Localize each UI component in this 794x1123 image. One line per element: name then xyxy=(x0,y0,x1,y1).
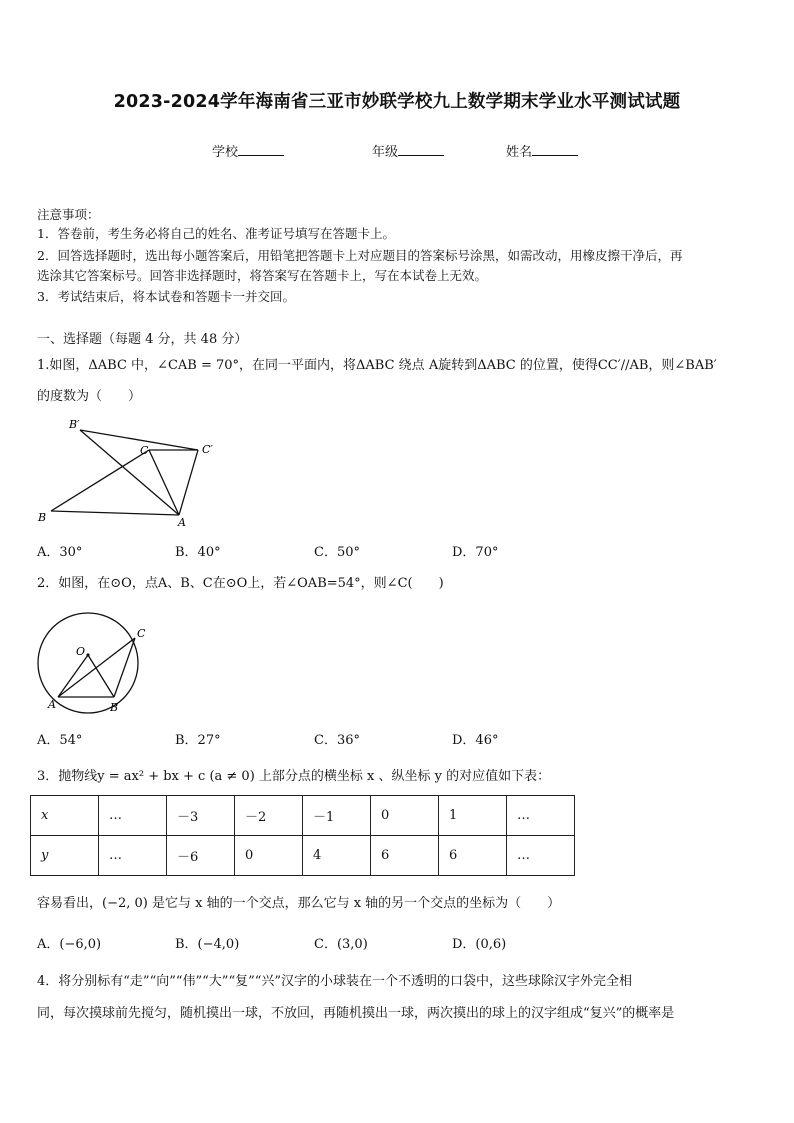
school-field xyxy=(212,141,284,160)
q1-label-a: A xyxy=(178,516,186,529)
q2-label-a: A xyxy=(48,698,56,711)
school-blank[interactable] xyxy=(238,142,284,156)
notes-heading: 注意事项： xyxy=(37,207,100,222)
q3-x-cell: … xyxy=(99,796,167,836)
q1-label-b-prime: B′ xyxy=(69,418,80,431)
q3-option-d[interactable]: D．(0,6) xyxy=(452,937,507,952)
q2-option-a[interactable]: A．54° xyxy=(37,733,83,748)
q3-x-cell: －1 xyxy=(303,796,371,836)
q1-option-d[interactable]: D．70° xyxy=(452,545,499,560)
q1-segment-bprime-a xyxy=(80,430,179,515)
q3-x-cell: 0 xyxy=(371,796,439,836)
table-row xyxy=(31,796,575,836)
q3-stem: 3．抛物线y = ax² + bx + c (a ≠ 0) 上部分点的横坐标 x 、纵坐标 y 的对应值如下表： xyxy=(37,769,551,784)
q1-segment-b-a xyxy=(51,511,179,515)
page-title: 2023-2024学年海南省三亚市妙联学校九上数学期末学业水平测试试题 xyxy=(113,92,681,112)
q3-row-x-label: x xyxy=(31,796,99,836)
school-label: 学校 xyxy=(212,145,239,160)
q3-x-cell: －2 xyxy=(235,796,303,836)
q3-x-cell: … xyxy=(507,796,575,836)
q2-stem: 2．如图，在⊙O，点A、B、C在⊙O上，若∠OAB=54°，则∠C( ) xyxy=(37,576,444,591)
q2-option-d[interactable]: D．46° xyxy=(452,733,499,748)
note-item-1: 1．答卷前，考生务必将自己的姓名、准考证号填写在答题卡上。 xyxy=(37,226,395,241)
name-blank[interactable] xyxy=(532,142,578,156)
q3-y-cell: 6 xyxy=(371,836,439,876)
grade-blank[interactable] xyxy=(398,142,444,156)
q2-segment-a-c xyxy=(58,638,135,697)
q3-followup: 容易看出，(−2, 0) 是它与 x 轴的一个交点，那么它与 x 轴的另一个交点的坐标为（ ） xyxy=(37,896,561,911)
q1-label-b: B xyxy=(38,511,47,524)
grade-field xyxy=(372,141,444,160)
q3-option-b[interactable]: B．(−4,0) xyxy=(175,937,240,952)
grade-label: 年级 xyxy=(372,145,399,160)
q1-segment-bprime-cprime xyxy=(80,430,198,450)
q2-label-b: B xyxy=(110,701,119,714)
q3-y-cell: 4 xyxy=(303,836,371,876)
q2-figure xyxy=(36,605,156,717)
q1-segment-b-c xyxy=(51,450,149,511)
table-row xyxy=(31,836,575,876)
q1-label-c-prime: C′ xyxy=(202,443,213,456)
q2-option-b[interactable]: B．27° xyxy=(175,733,221,748)
q3-x-cell: 1 xyxy=(439,796,507,836)
note-item-2-line1: 2．回答选择题时，选出每小题答案后，用铅笔把答题卡上对应题目的答案标号涂黑，如需改动，用橡皮擦干净后，再 xyxy=(37,248,683,263)
note-item-2-line2: 选涂其它答案标号。回答非选择题时，将答案写在答题卡上，写在本试卷上无效。 xyxy=(37,268,488,283)
q1-option-a[interactable]: A．30° xyxy=(37,545,83,560)
note-item-3: 3．考试结束后，将本试卷和答题卡一并交回。 xyxy=(37,289,295,304)
q3-value-table xyxy=(30,795,575,876)
q4-stem-line1: 4．将分别标有“走”“向”“伟”“大”“复”“兴”汉字的小球装在一个不透明的口袋中，这些球除汉字外完全相 xyxy=(37,974,633,989)
q3-row-y-label: y xyxy=(31,836,99,876)
q3-y-cell: 6 xyxy=(439,836,507,876)
q1-segment-cprime-a xyxy=(179,450,198,515)
q3-option-c[interactable]: C．(3,0) xyxy=(314,937,368,952)
q3-x-cell: －3 xyxy=(167,796,235,836)
q3-y-cell: 0 xyxy=(235,836,303,876)
q2-segment-o-a xyxy=(58,655,88,697)
q1-figure xyxy=(36,414,226,529)
q3-y-cell: －6 xyxy=(167,836,235,876)
q4-stem-line2: 同，每次摸球前先搅匀，随机摸出一球，不放回，再随机摸出一球，两次摸出的球上的汉字组成“复兴”的概率是 xyxy=(37,1006,675,1021)
section-heading: 一、选择题（每题 4 分，共 48 分） xyxy=(37,332,248,347)
name-label: 姓名 xyxy=(506,145,533,160)
q1-segment-c-a xyxy=(149,450,179,515)
q3-y-cell: … xyxy=(507,836,575,876)
q3-option-a[interactable]: A．(−6,0) xyxy=(37,937,102,952)
name-field xyxy=(506,141,578,160)
q1-option-c[interactable]: C．50° xyxy=(314,545,360,560)
q1-stem-line1: 1.如图，ΔABC 中，∠CAB = 70°，在同一平面内，将ΔABC 绕点 A旋转到ΔABC 的位置，使得CC′//AB，则∠BAB′ xyxy=(37,358,717,373)
q2-option-c[interactable]: C．36° xyxy=(314,733,360,748)
q3-y-cell: … xyxy=(99,836,167,876)
q1-option-b[interactable]: B．40° xyxy=(175,545,221,560)
q2-label-c: C xyxy=(137,627,146,640)
q2-label-o: O xyxy=(76,645,86,658)
q1-stem-line2: 的度数为（ ） xyxy=(37,389,142,404)
q2-segment-o-b xyxy=(88,655,114,697)
q1-label-c: C xyxy=(140,444,149,457)
q2-center-dot xyxy=(86,653,89,656)
